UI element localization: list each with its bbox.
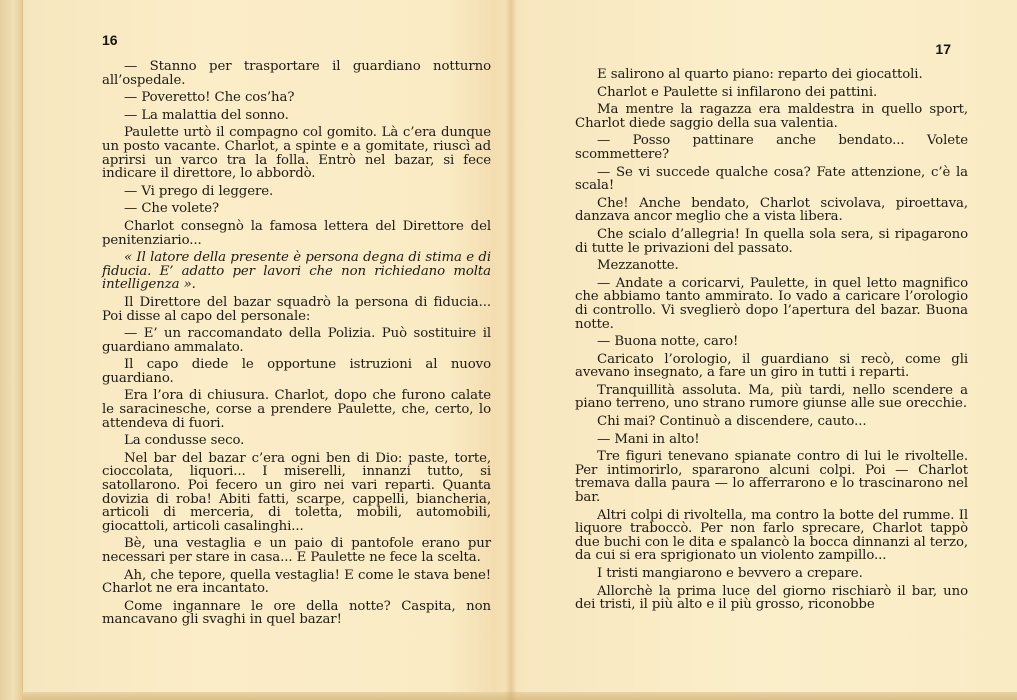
paragraph: — Poveretto! Che cos’ha?: [124, 90, 295, 106]
paragraph: Caricato l’orologio, il guardiano si recò, come gli avevano insegnato, a fare un giro in tutti i reparti.: [575, 351, 968, 381]
paragraph: Ah, che tepore, quella vestaglia! E come le stava bene! Charlot ne era incantato.: [102, 567, 491, 597]
paragraph: Charlot e Paulette si infilarono dei pattini.: [597, 84, 878, 100]
paragraph: — Che volete?: [124, 201, 220, 217]
paragraph: Paulette urtò il compagno col gomito. Là c’era dunque un posto vacante. Charlot, a spinte e a gomitate, riuscì ad aprirsi un varco tra la folla. Entrò nel bazar, si fece indicare il direttore, lo abbordò.: [102, 125, 491, 182]
right-page: [517, 0, 1017, 700]
paragraph: I tristi mangiarono e bevvero a crepare.: [597, 566, 863, 581]
page-number-left: 16: [102, 32, 118, 48]
paragraph: Che! Anche bendato, Charlot scivolava, piroettava, danzava ancor meglio che a vista libera.: [575, 195, 968, 225]
paragraph: — Posso pattinare anche bendato... Volete scommettere?: [575, 133, 968, 162]
paragraph: Nel bar del bazar c’era ogni ben di Dio: paste, torte, cioccolata, liquori... I miserelli, innanzi tutto, si satollarono. Poi fecero un giro nei vari reparti. Quanta dovizia di roba! Abiti fatti, scarpe, cappelli, biancheria, articoli di merceria, di toletta, mobili, automobili, giocattoli, articoli casalinghi...: [102, 450, 491, 534]
paragraph: — E’ un raccomandato della Polizia. Può sostituire il guardiano ammalato.: [102, 326, 491, 355]
paragraph: E salirono al quarto piano: reparto dei giocattoli.: [597, 67, 923, 82]
paragraph: Tre figuri tenevano spianate contro di lui le rivoltelle. Per intimorirlo, spararono alcuni colpi. Poi — Charlot tremava dalla paura — lo afferrarono e lo trascinarono nel bar.: [575, 449, 968, 506]
paragraph: Chi mai? Continuò a discendere, cauto...: [597, 414, 867, 430]
page-number-right: 17: [935, 41, 951, 57]
paragraph: Che scialo d’allegria! In quella sola sera, si ripagarono di tutte le privazioni del passato.: [575, 226, 968, 256]
paragraph: « Il latore della presente è persona degna di stima e di fiducia. E’ adatto per lavori che non richiedano molta intelligenza ».: [102, 250, 491, 293]
paragraph: Bè, una vestaglia e un paio di pantofole erano pur necessari per stare in casa... E Paulette ne fece la scelta.: [102, 536, 491, 565]
paragraph: Ma mentre la ragazza era maldestra in quello sport, Charlot diede saggio della sua valentia.: [575, 102, 968, 131]
paragraph: — Stanno per trasportare il guardiano notturno all’ospedale.: [102, 59, 491, 88]
paragraph: Mezzanotte.: [597, 258, 679, 274]
paragraph: Il capo diede le opportune istruzioni al nuovo guardiano.: [102, 357, 491, 386]
left-page: [22, 0, 505, 700]
book-page-edges: [0, 0, 23, 700]
paragraph: La condusse seco.: [124, 433, 245, 449]
paragraph: Altri colpi di rivoltella, ma contro la botte del rumme. Il liquore traboccò. Per non farlo sprecare, Charlot tappò due buchi con le dita e spalancò la bocca dinnanzi al terzo, da cui si era sprigionato un violento zampillo...: [575, 507, 968, 564]
book-spine: [505, 0, 517, 700]
paragraph: Il Direttore del bazar squadrò la persona di fiducia... Poi disse al capo del personale:: [102, 294, 491, 324]
left-page-text: [102, 60, 491, 631]
paragraph: — Vi prego di leggere.: [124, 183, 274, 199]
paragraph: Tranquillità assoluta. Ma, più tardi, nello scendere a piano terreno, uno strano rumore giunse alle sue orecchie.: [575, 382, 968, 412]
paragraph: — Buona notte, caro!: [597, 334, 739, 350]
paragraph: — Mani in alto!: [597, 431, 700, 447]
paragraph: — La malattia del sonno.: [124, 107, 289, 123]
paragraph: — Andate a coricarvi, Paulette, in quel letto magnifico che abbiamo tanto ammirato. Io vado a caricare l’orologio di controllo. Vi sveglierò dopo l’apertura del bazar. Buona notte.: [575, 275, 968, 332]
paragraph: Charlot consegnò la famosa lettera del Direttore del penitenziario...: [102, 218, 491, 248]
paragraph: Allorchè la prima luce del giorno rischiarò il bar, uno dei tristi, il più alto e il più grosso, riconobbe: [575, 583, 968, 613]
paragraph: Come ingannare le ore della notte? Caspita, non mancavano gli svaghi in quel bazar!: [102, 598, 491, 628]
paragraph: — Se vi succede qualche cosa? Fate attenzione, c’è la scala!: [575, 164, 968, 194]
right-page-text: [575, 68, 968, 616]
paragraph: Era l’ora di chiusura. Charlot, dopo che furono calate le saracinesche, corse a prendere Paulette, che, certo, lo attendeva di fuori.: [102, 388, 491, 431]
